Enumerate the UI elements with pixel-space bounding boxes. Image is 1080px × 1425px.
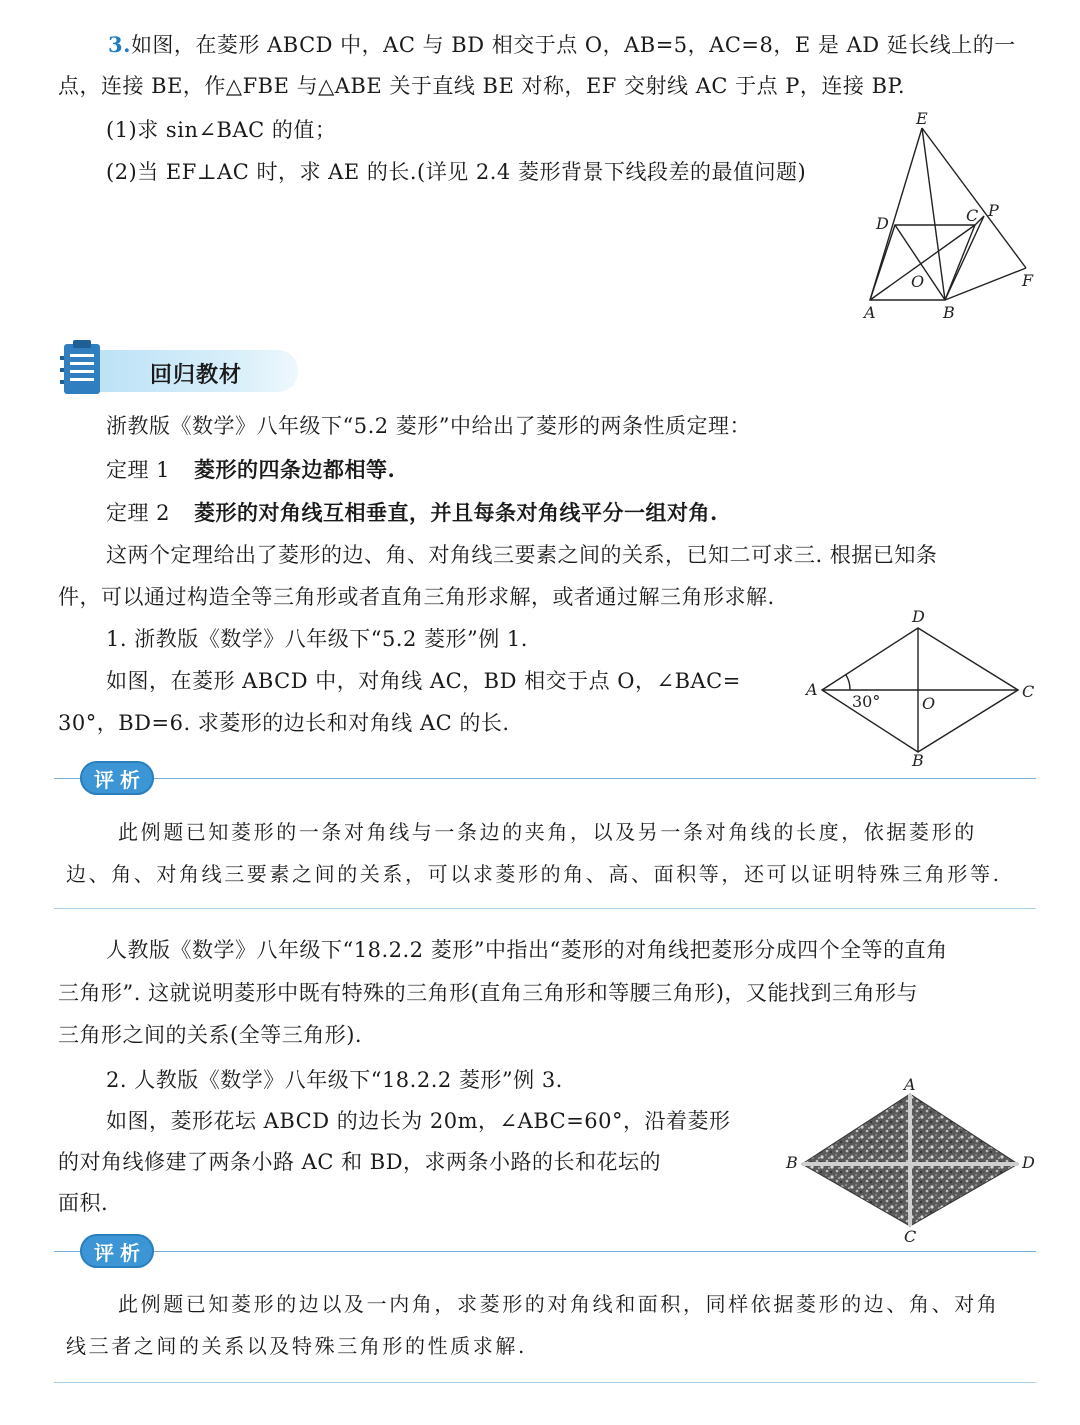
- analysis2-badge: 评析: [80, 1234, 154, 1268]
- label-o: O: [911, 272, 925, 291]
- problem3-figure: [850, 110, 1050, 325]
- intro-line4: 这两个定理给出了菱形的边、角、对角线三要素之间的关系，已知二可求三. 根据已知条: [106, 543, 938, 567]
- intro-line1: 浙教版《数学》八年级下“5.2 菱形”中给出了菱形的两条性质定理：: [106, 414, 752, 438]
- analysis1-rule: [154, 778, 1036, 779]
- ex2-label-c: C: [904, 1227, 917, 1246]
- label-c: C: [966, 206, 979, 225]
- ex2-label-d: D: [1022, 1153, 1035, 1172]
- intro-line5: 件，可以通过构造全等三角形或者直角三角形求解，或者通过解三角形求解.: [58, 585, 775, 609]
- example1-line1: 如图，在菱形 ABCD 中，对角线 AC，BD 相交于点 O，∠BAC=: [106, 669, 741, 693]
- example2-line3: 面积.: [58, 1191, 109, 1215]
- example1-line2: 30°，BD=6. 求菱形的边长和对角线 AC 的长.: [58, 711, 510, 735]
- label-p: P: [988, 201, 999, 220]
- example2-title: 2. 人教版《数学》八年级下“18.2.2 菱形”例 3.: [106, 1068, 563, 1092]
- ex1-label-b: B: [912, 751, 924, 770]
- theorem2-text: 菱形的对角线互相垂直，并且每条对角线平分一组对角.: [194, 500, 718, 525]
- theorem1-text: 菱形的四条边都相等.: [194, 457, 396, 482]
- analysis1-dash: [54, 778, 80, 779]
- problem3-line2: 点，连接 BE，作△FBE 与△ABE 关于直线 BE 对称，EF 交射线 AC 于点 P，连接 BP.: [58, 74, 906, 98]
- ex1-label-c: C: [1022, 682, 1035, 701]
- ex2-label-a: A: [904, 1075, 916, 1094]
- analysis1-badge: 评析: [80, 761, 154, 795]
- renjiao-line3: 三角形之间的关系(全等三角形).: [58, 1023, 363, 1047]
- analysis2-header: [54, 1234, 1036, 1268]
- analysis1-line1: 此例题已知菱形的一条对角线与一条边的夹角，以及另一条对角线的长度，依据菱形的: [118, 820, 977, 844]
- example2-line2: 的对角线修建了两条小路 AC 和 BD，求两条小路的长和花坛的: [58, 1150, 662, 1174]
- analysis2-bottom-rule: [54, 1382, 1036, 1383]
- problem3-text-line1: 如图，在菱形 ABCD 中，AC 与 BD 相交于点 O，AB=5，AC=8，E 是 AD 延长线上的一: [130, 33, 1016, 57]
- label-e: E: [916, 110, 928, 128]
- theorem2: [106, 492, 718, 534]
- analysis1-line2: 边、角、对角线三要素之间的关系，可以求菱形的角、高、面积等，还可以证明特殊三角形等.: [66, 862, 1002, 886]
- label-b: B: [943, 303, 955, 322]
- example2-figure: [780, 1074, 1040, 1246]
- example1-figure: [800, 606, 1040, 772]
- analysis2-rule: [154, 1251, 1036, 1252]
- analysis1-bottom-rule: [54, 908, 1036, 909]
- example2-line1: 如图，菱形花坛 ABCD 的边长为 20m，∠ABC=60°，沿着菱形: [106, 1109, 731, 1133]
- theorem1-label: 定理 1: [106, 458, 171, 482]
- ex1-label-angle: 30°: [852, 692, 881, 711]
- ex1-label-a: A: [806, 680, 818, 699]
- ex1-label-o: O: [922, 694, 936, 713]
- problem3-question1: (1)求 sin∠BAC 的值；: [106, 118, 337, 142]
- theorem1: [106, 449, 395, 491]
- section-header: [58, 338, 300, 400]
- clipboard-icon: [58, 338, 108, 400]
- label-f: F: [1022, 271, 1034, 290]
- renjiao-line1: 人教版《数学》八年级下“18.2.2 菱形”中指出“菱形的对角线把菱形分成四个全等的直角: [106, 938, 948, 962]
- analysis1-header: [54, 761, 1036, 795]
- label-a: A: [864, 303, 876, 322]
- problem-number: 3.: [108, 32, 131, 57]
- theorem2-label: 定理 2: [106, 501, 171, 525]
- analysis2-dash: [54, 1251, 80, 1252]
- problem3-line1: [58, 24, 1016, 66]
- analysis2-line1: 此例题已知菱形的边以及一内角，求菱形的对角线和面积，同样依据菱形的边、角、对角: [118, 1292, 1000, 1316]
- problem3-question2: (2)当 EF⊥AC 时，求 AE 的长.(详见 2.4 菱形背景下线段差的最值问题): [106, 160, 807, 184]
- label-d: D: [876, 214, 889, 233]
- ex2-label-b: B: [786, 1153, 798, 1172]
- ex1-label-d: D: [912, 607, 925, 626]
- analysis2-line2: 线三者之间的关系以及特殊三角形的性质求解.: [66, 1334, 527, 1358]
- renjiao-line2: 三角形”. 这就说明菱形中既有特殊的三角形(直角三角形和等腰三角形)，又能找到三角形与: [58, 981, 918, 1005]
- example1-title: 1. 浙教版《数学》八年级下“5.2 菱形”例 1.: [106, 627, 528, 651]
- section-title: 回归教材: [150, 363, 243, 388]
